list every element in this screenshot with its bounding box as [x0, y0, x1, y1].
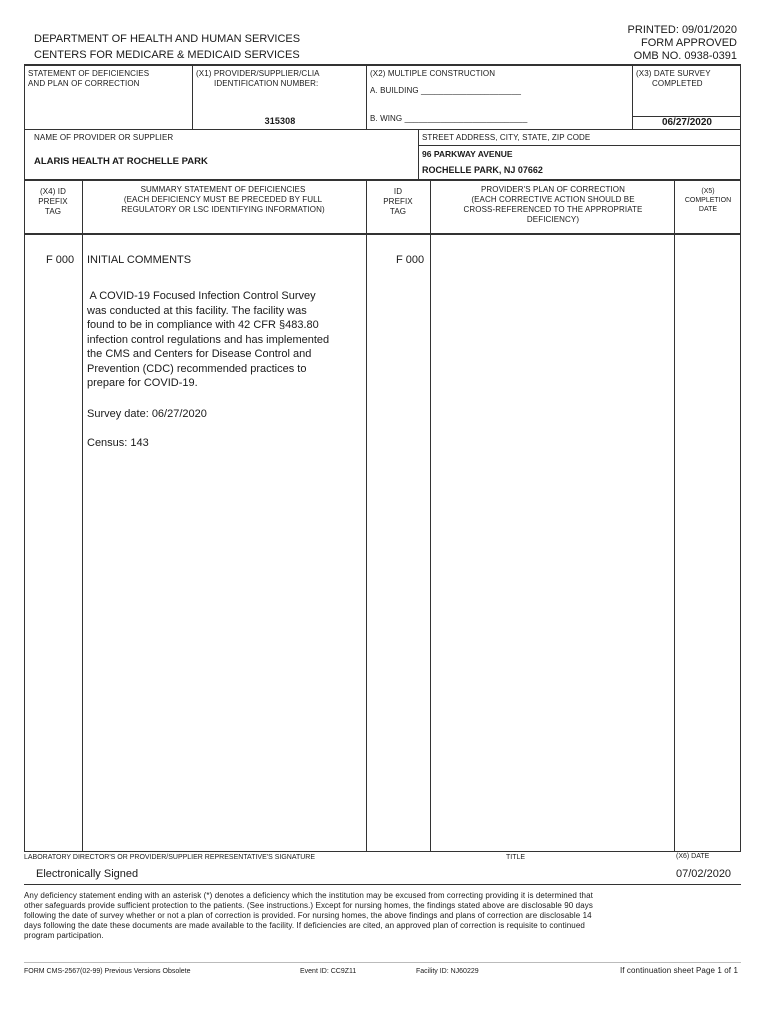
x2-label: (X2) MULTIPLE CONSTRUCTION [370, 69, 496, 78]
entry-title: INITIAL COMMENTS [87, 254, 192, 266]
signature-date: 07/02/2020 [676, 868, 732, 880]
survey-paragraph [87, 289, 362, 391]
id-header: ID PREFIX TAG [383, 187, 413, 216]
paragraph-line: found to be in compliance with 42 CFR §483.80 [87, 319, 319, 331]
summary-header: SUMMARY STATEMENT OF DEFICIENCIES (EACH DEFICIENCY MUST BE PRECEDED BY FULL REGULATORY OR LSC IDENTIFYING INFORMATION) [121, 185, 325, 214]
paragraph-line: was conducted at this facility. The facility was [87, 304, 307, 317]
address-label: STREET ADDRESS, CITY, STATE, ZIP CODE [422, 133, 591, 142]
title-label: TITLE [506, 854, 526, 861]
disclaimer [24, 891, 740, 941]
disclaimer-line: days following the date these documents are made available to the facility. If deficiencies are cited, an approved plan of correction is requisite to continued [24, 921, 585, 930]
x1-label: (X1) PROVIDER/SUPPLIER/CLIA IDENTIFICATION NUMBER: [196, 69, 320, 88]
address-line-2: ROCHELLE PARK, NJ 07662 [422, 165, 543, 175]
building-label: A. BUILDING ______________________ [370, 86, 522, 95]
survey-completed-date: 06/27/2020 [661, 117, 712, 128]
address-line-1: 96 PARKWAY AVENUE [422, 149, 513, 159]
statement-label: STATEMENT OF DEFICIENCIES AND PLAN OF CORRECTION [28, 69, 150, 88]
disclaimer-line: other safeguards provide sufficient protection to the patients. (See instructions.) Except for nursing homes, the findings stated above are disclosable 90 days [24, 901, 593, 910]
survey-date: Survey date: 06/27/2020 [87, 408, 207, 420]
paragraph-line: prepare for COVID-19. [87, 377, 198, 389]
disclaimer-line: program participation. [24, 931, 104, 940]
disclaimer-line: following the date of survey whether or not a plan of correction is provided. For nursing homes, the above findings and plans of correction are disclosable 14 [24, 911, 592, 920]
omb-number: OMB NO. 0938-0391 [633, 50, 737, 62]
facility-id: Facility ID: NJ60229 [416, 968, 479, 975]
printed-date: PRINTED: 09/01/2020 [627, 24, 737, 36]
disclaimer-line: Any deficiency statement ending with an asterisk (*) denotes a deficiency which the institution may be excused from correcting providing it is determined that [24, 891, 593, 900]
x5-header: (X5) COMPLETION DATE [684, 188, 732, 213]
provider-name-label: NAME OF PROVIDER OR SUPPLIER [34, 133, 174, 142]
signature-label: LABORATORY DIRECTOR'S OR PROVIDER/SUPPLIER REPRESENTATIVE'S SIGNATURE [24, 854, 316, 861]
paragraph-line: the CMS and Centers for Disease Control and [87, 348, 312, 360]
provider-name: ALARIS HEALTH AT ROCHELLE PARK [34, 156, 208, 167]
plan-header: PROVIDER'S PLAN OF CORRECTION (EACH CORRECTIVE ACTION SHOULD BE CROSS-REFERENCED TO THE APPROPRIATE DEFICIENCY) [463, 185, 643, 224]
date-label: (X6) DATE [676, 853, 710, 860]
x4-header: (X4) ID PREFIX TAG [38, 187, 68, 216]
form-number: FORM CMS-2567(02-99) Previous Versions Obsolete [24, 968, 191, 975]
x3-label: (X3) DATE SURVEY COMPLETED [636, 69, 711, 88]
paragraph-line: A COVID-19 Focused Infection Control Survey [87, 290, 316, 302]
department-title: DEPARTMENT OF HEALTH AND HUMAN SERVICES [34, 33, 301, 45]
provider-id: 315308 [264, 116, 296, 126]
signature-value: Electronically Signed [36, 868, 139, 880]
form-approved: FORM APPROVED [641, 37, 737, 49]
paragraph-line: infection control regulations and has implemented [87, 333, 330, 346]
agency-title: CENTERS FOR MEDICARE & MEDICAID SERVICES [34, 49, 300, 61]
paragraph-line: Prevention (CDC) recommended practices to [87, 362, 307, 375]
deficiency-tag: F 000 [46, 254, 75, 266]
wing-label: B. WING ___________________________ [370, 114, 528, 123]
event-id: Event ID: CC9Z11 [300, 968, 357, 975]
continuation-page: If continuation sheet Page 1 of 1 [619, 966, 738, 975]
correction-tag: F 000 [396, 254, 425, 266]
census: Census: 143 [87, 437, 149, 449]
